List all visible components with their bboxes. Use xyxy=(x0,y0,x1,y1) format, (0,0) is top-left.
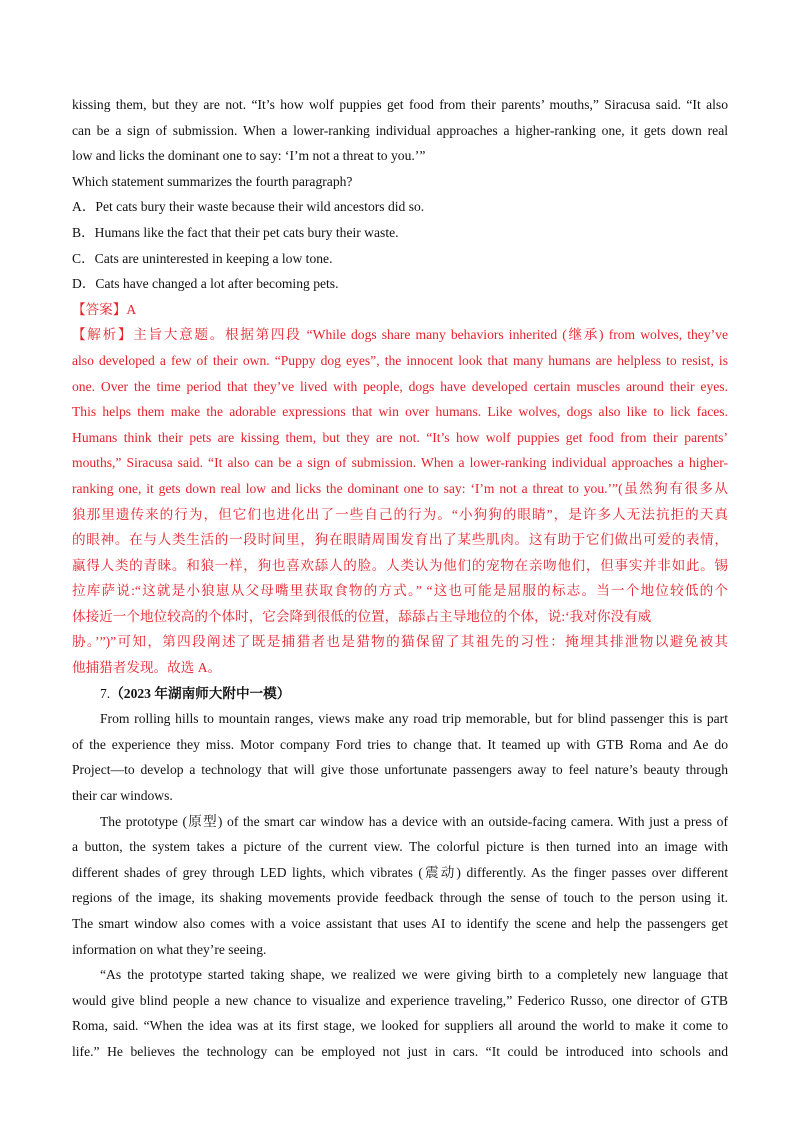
text-line: Project—to develop a technology that will give those unfortunate passengers away to feel nature’s beauty through xyxy=(72,762,728,778)
text-line: The prototype (原型) of the smart car window has a device with an outside-facing camera. With just a press of xyxy=(100,813,728,829)
section-source: （2023 年湖南师大附中一模） xyxy=(110,685,291,701)
text-line: From rolling hills to mountain ranges, views make any road trip memorable, but for blind passenger this is part xyxy=(100,711,728,727)
text-line: their car windows. xyxy=(72,788,173,804)
option-d: D．Cats have changed a lot after becoming pets. xyxy=(72,276,339,292)
analysis-line: 他捕猎者发现。故选 A。 xyxy=(72,660,222,676)
analysis-line: 的眼神。在与人类生活的一段时间里，狗在眼睛周围发育出了某些肌肉。这有助于它们做出可爱的表情， xyxy=(72,532,728,548)
passage-paragraph-2 xyxy=(72,809,728,963)
analysis-label: 【解析】 xyxy=(72,327,134,343)
passage-continuation xyxy=(72,92,728,169)
text-line: can be a sign of submission. When a lower-ranking individual approaches a higher-ranking one, it gets down real xyxy=(72,122,728,138)
analysis-line: ranking one, it gets down real low and licks the dominant one to say: ‘I’m not a threat to you.’”(虽然狗有很多从 xyxy=(72,480,728,496)
analysis-line: 赢得人类的青睐。和狼一样，狗也喜欢舔人的脸。人类认为他们的宠物在亲吻他们，但事实并非如此。锡 xyxy=(72,557,728,573)
text-line: information on what they’re seeing. xyxy=(72,941,267,957)
analysis-block xyxy=(72,322,728,680)
option-b: B．Humans like the fact that their pet cats bury their waste. xyxy=(72,224,399,240)
option-c: C．Cats are uninterested in keeping a low tone. xyxy=(72,250,333,266)
analysis-line: Humans think their pets are kissing them, but they are not. “It’s how wolf puppies get food from their parents’ xyxy=(72,429,728,445)
option-a: A．Pet cats bury their waste because their wild ancestors did so. xyxy=(72,199,425,215)
passage-paragraph-1 xyxy=(72,706,728,808)
answer-label: 【答案】 xyxy=(72,301,127,317)
analysis-line: mouths,” Siracusa said. “It also can be a sign of submission. When a lower-ranking individual approaches a higher- xyxy=(72,455,728,471)
text-line: regions of the image, its shaking movements provide feedback through the sense of touch to the person using it. xyxy=(72,890,728,906)
text-line: life.” He believes the technology can be employed not just in cars. “It could be introduced into schools and xyxy=(72,1043,728,1059)
text-line: The smart window also comes with a voice assistant that uses AI to identify the scene and help the passengers get xyxy=(72,916,728,931)
analysis-line: 狼那里遗传来的行为，但它们也进化出了一些自己的行为。“小狗狗的眼睛”，是许多人无法抗拒的天真 xyxy=(72,506,728,522)
question-block xyxy=(72,169,728,297)
text-line: a button, the system takes a picture of the current view. The colorful picture is then turned into an image with xyxy=(72,839,728,855)
section-number: 7. xyxy=(100,685,111,701)
text-line: of the experience they miss. Motor company Ford tries to change that. It teamed up with GTB Roma and Ae do xyxy=(72,736,728,752)
text-line: would give blind people a new chance to visualize and experience traveling,” Federico Russo, one director of GTB xyxy=(72,992,728,1008)
text-line: different shades of grey through LED lights, which vibrates (震动) differently. As the finger passes over different xyxy=(72,864,728,880)
analysis-line: 拉库萨说:“这就是小狼崽从父母嘴里获取食物的方式。” “这也可能是屈服的标志。当一个地位较低的个 xyxy=(72,583,728,599)
text-line: “As the prototype started taking shape, we realized we were giving birth to a completely new language that xyxy=(100,967,728,983)
passage-paragraph-3 xyxy=(72,962,728,1064)
answer-line xyxy=(72,297,728,323)
analysis-line: also developed a few of their own. “Puppy dog eyes”, the innocent look that many humans are helpless to resist, is xyxy=(72,352,728,368)
analysis-line: 胁。’”)”可知，第四段阐述了既是捕猎者也是猎物的猫保留了其祖先的习性：掩埋其排泄物以避免被其 xyxy=(72,634,728,650)
answer-value: A xyxy=(126,301,137,317)
text-line: kissing them, but they are not. “It’s how wolf puppies get food from their parents’ mouths,” Siracusa said. “It also xyxy=(72,97,728,112)
question-stem: Which statement summarizes the fourth paragraph? xyxy=(72,173,353,189)
analysis-line xyxy=(72,322,728,348)
analysis-line: one. Over the time period that they’ve lived with people, dogs have developed certain muscles around their eyes. xyxy=(72,378,728,394)
text-line: Roma, said. “When the idea was at its first stage, we looked for suppliers all around the world to make it come to xyxy=(72,1018,728,1034)
analysis-line: This helps them make the adorable expressions that win over humans. Like wolves, dogs also like to lick faces. xyxy=(72,404,728,420)
section-heading xyxy=(72,681,728,707)
document-page xyxy=(72,92,728,1065)
analysis-line: 体接近一个地位较高的个体时，它会降到很低的位置，舔舔占主导地位的个体，说:‘我对你没有威 xyxy=(72,608,652,624)
text-line: low and licks the dominant one to say: ‘I’m not a threat to you.’” xyxy=(72,148,426,164)
analysis-text: 主旨大意题。根据第四段 “While dogs share many behaviors inherited (继承) from wolves, they’ve xyxy=(133,327,728,343)
